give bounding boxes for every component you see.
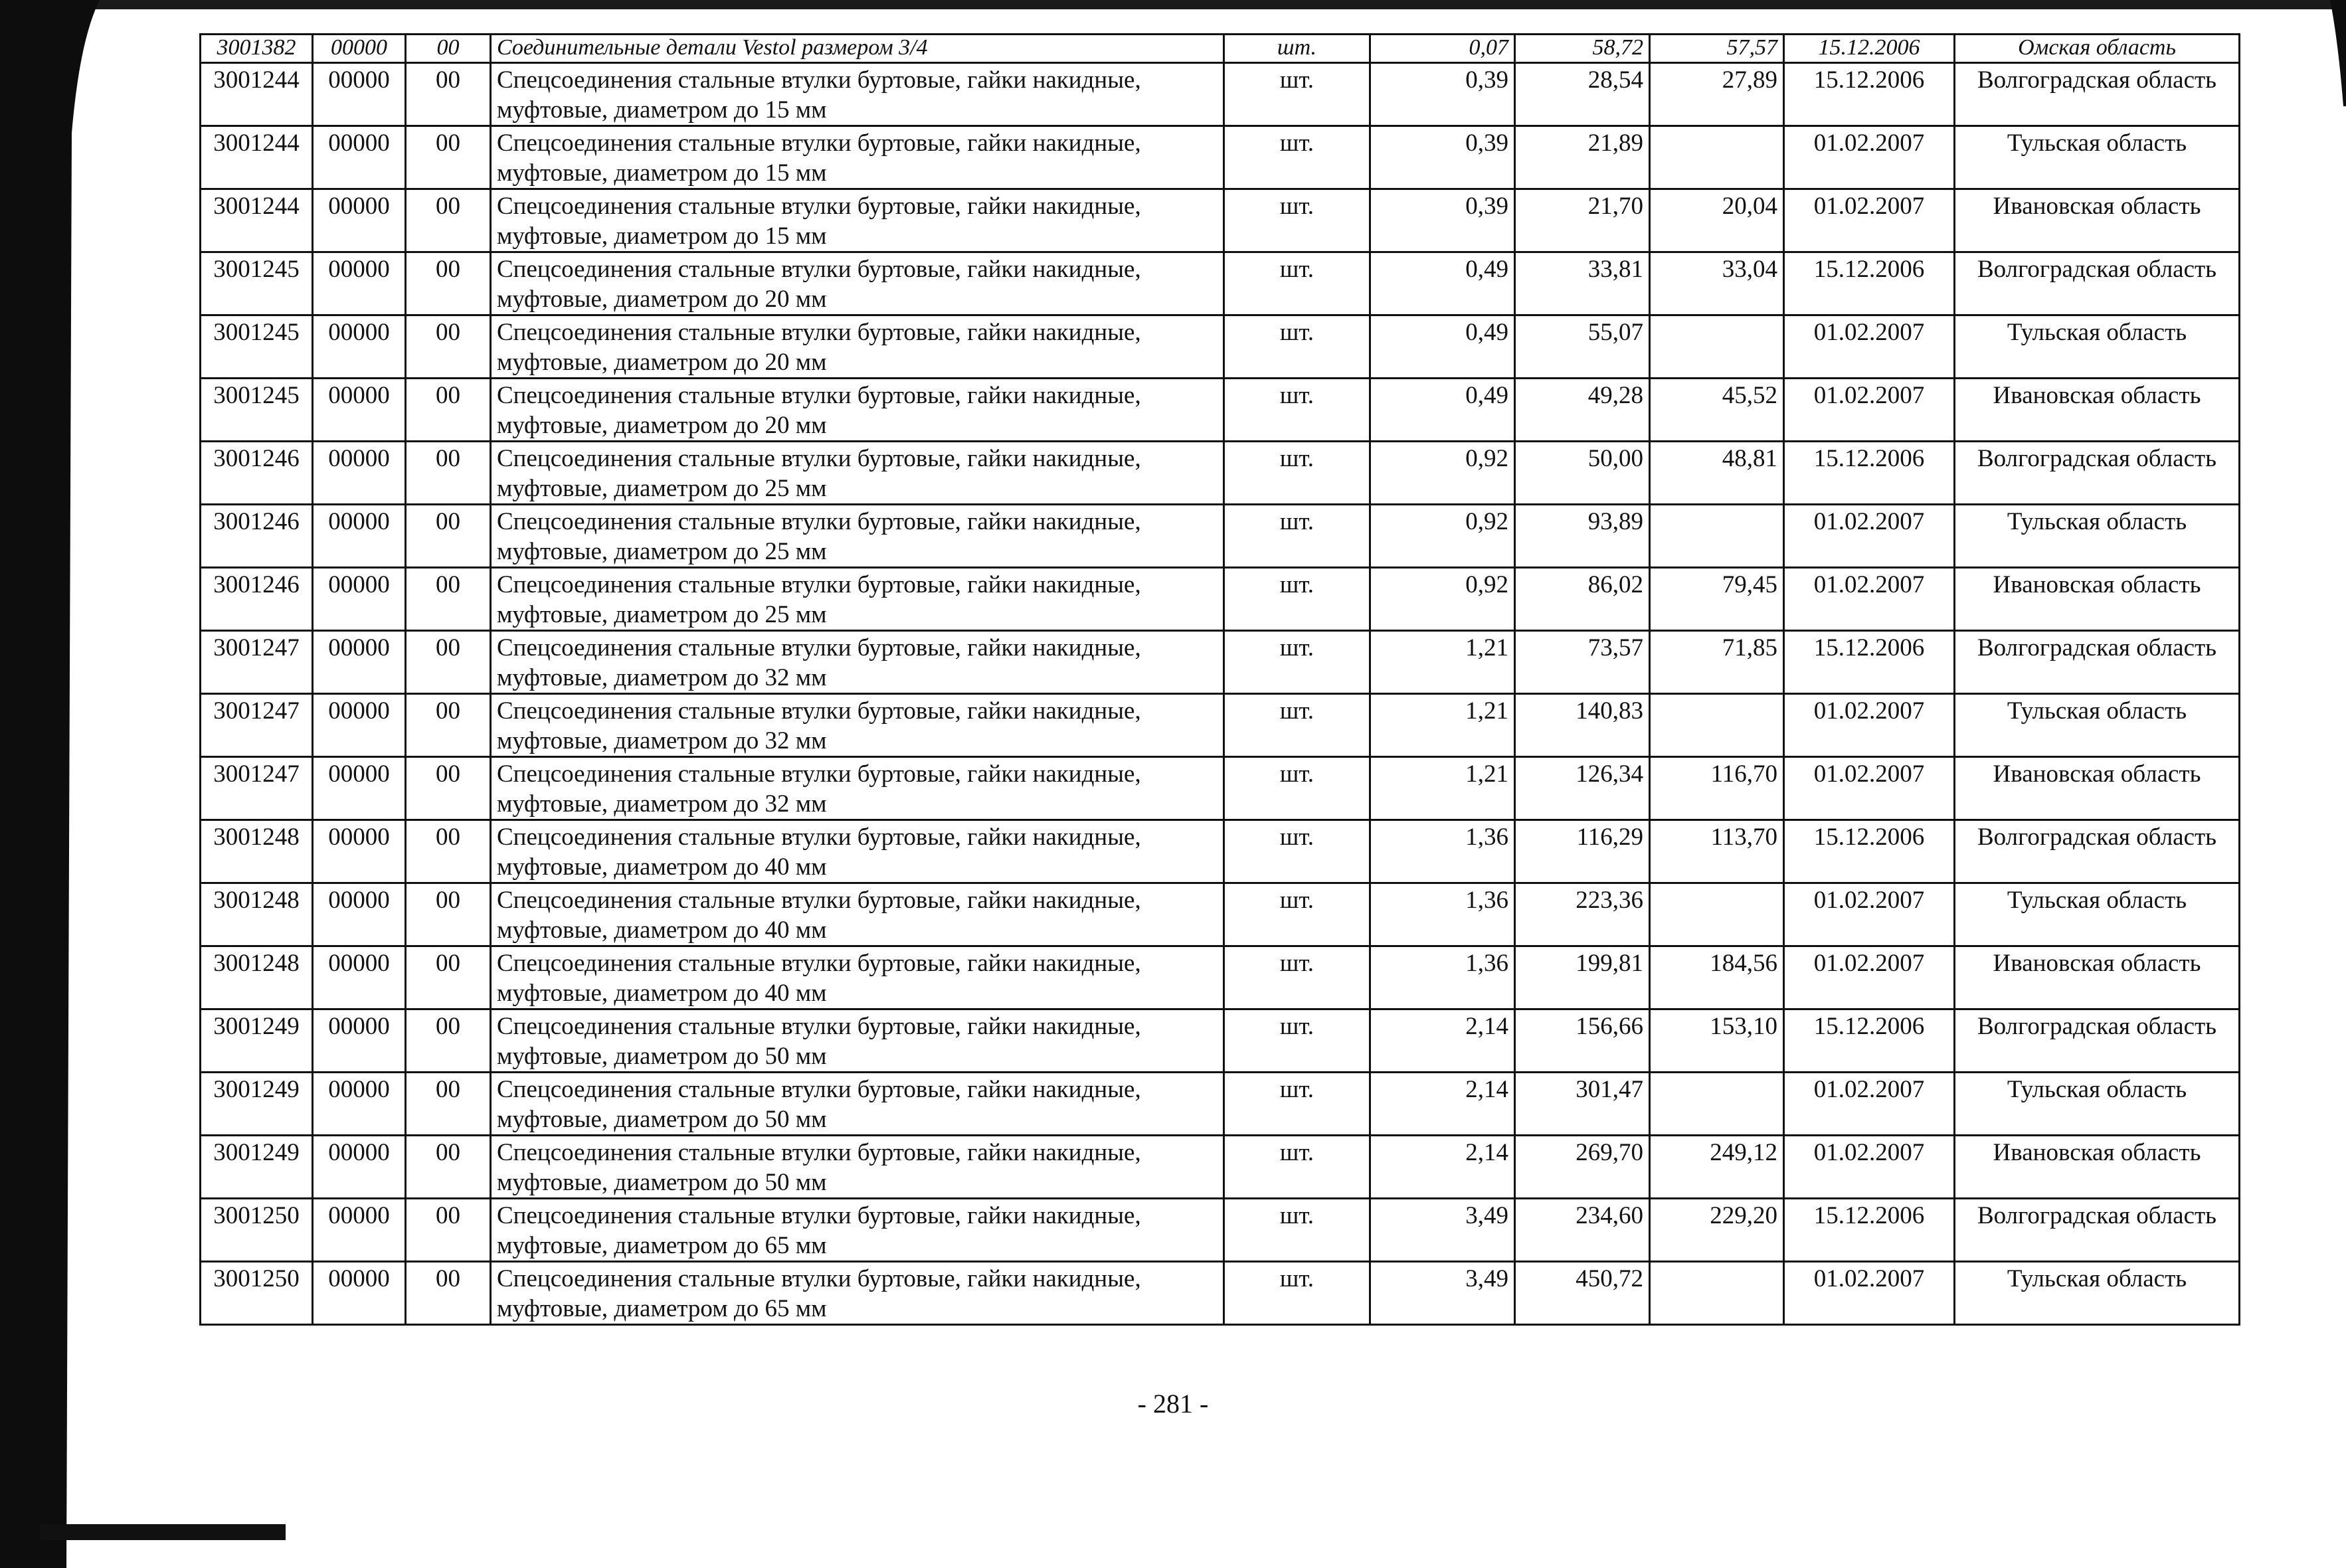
table-row — [201, 883, 2240, 946]
table-row — [201, 1199, 2240, 1262]
subcode2-cell: 00 — [406, 568, 491, 631]
description-cell: Спецсоединения стальные втулки буртовые, гайки накидные, муфтовые, диаметром до 32 мм — [491, 757, 1224, 820]
unit-cell: шт. — [1224, 757, 1370, 820]
subcode2-cell: 00 — [406, 883, 491, 946]
subcode2-cell: 00 — [406, 379, 491, 442]
weight-cell: 0,92 — [1370, 568, 1515, 631]
item-code-cell: 3001244 — [201, 189, 313, 252]
date-cell: 01.02.2007 — [1784, 1136, 1955, 1199]
region-cell: Ивановская область — [1955, 379, 2240, 442]
price-alt-cell: 153,10 — [1650, 1009, 1784, 1073]
item-code-cell: 3001249 — [201, 1073, 313, 1136]
table-row — [201, 820, 2240, 883]
subcode2-cell: 00 — [406, 442, 491, 505]
region-cell: Волгоградская область — [1955, 252, 2240, 315]
weight-cell: 2,14 — [1370, 1136, 1515, 1199]
region-cell: Тульская область — [1955, 883, 2240, 946]
price-alt-cell: 57,57 — [1650, 35, 1784, 63]
subcode2-cell: 00 — [406, 946, 491, 1009]
weight-cell: 1,21 — [1370, 631, 1515, 694]
weight-cell: 0,92 — [1370, 442, 1515, 505]
unit-cell: шт. — [1224, 694, 1370, 757]
price-cell: 199,81 — [1515, 946, 1650, 1009]
date-cell: 01.02.2007 — [1784, 883, 1955, 946]
region-cell: Тульская область — [1955, 315, 2240, 379]
price-table — [199, 33, 2240, 1326]
item-code-cell: 3001247 — [201, 631, 313, 694]
subcode2-cell: 00 — [406, 315, 491, 379]
description-cell: Соединительные детали Vestol размером 3/4 — [491, 35, 1224, 63]
price-alt-cell — [1650, 1262, 1784, 1325]
price-alt-cell — [1650, 1073, 1784, 1136]
price-cell: 21,89 — [1515, 126, 1650, 189]
item-code-cell: 3001249 — [201, 1136, 313, 1199]
price-alt-cell: 116,70 — [1650, 757, 1784, 820]
price-cell: 269,70 — [1515, 1136, 1650, 1199]
date-cell: 15.12.2006 — [1784, 35, 1955, 63]
weight-cell: 2,14 — [1370, 1009, 1515, 1073]
weight-cell: 0,39 — [1370, 189, 1515, 252]
item-code-cell: 3001250 — [201, 1199, 313, 1262]
weight-cell: 0,49 — [1370, 252, 1515, 315]
price-alt-cell: 249,12 — [1650, 1136, 1784, 1199]
subcode2-cell: 00 — [406, 820, 491, 883]
date-cell: 15.12.2006 — [1784, 631, 1955, 694]
unit-cell: шт. — [1224, 568, 1370, 631]
description-cell: Спецсоединения стальные втулки буртовые, гайки накидные, муфтовые, диаметром до 15 мм — [491, 126, 1224, 189]
table-row — [201, 505, 2240, 568]
region-cell: Волгоградская область — [1955, 820, 2240, 883]
description-cell: Спецсоединения стальные втулки буртовые, гайки накидные, муфтовые, диаметром до 65 мм — [491, 1199, 1224, 1262]
region-cell: Волгоградская область — [1955, 631, 2240, 694]
unit-cell: шт. — [1224, 883, 1370, 946]
weight-cell: 0,49 — [1370, 379, 1515, 442]
unit-cell: шт. — [1224, 315, 1370, 379]
date-cell: 15.12.2006 — [1784, 442, 1955, 505]
unit-cell: шт. — [1224, 505, 1370, 568]
subcode2-cell: 00 — [406, 505, 491, 568]
subcode-cell: 00000 — [313, 946, 406, 1009]
unit-cell: шт. — [1224, 631, 1370, 694]
date-cell: 01.02.2007 — [1784, 694, 1955, 757]
price-cell: 156,66 — [1515, 1009, 1650, 1073]
price-alt-cell: 33,04 — [1650, 252, 1784, 315]
price-cell: 116,29 — [1515, 820, 1650, 883]
item-code-cell: 3001246 — [201, 442, 313, 505]
region-cell: Тульская область — [1955, 1262, 2240, 1325]
subcode-cell: 00000 — [313, 820, 406, 883]
price-cell: 223,36 — [1515, 883, 1650, 946]
unit-cell: шт. — [1224, 1009, 1370, 1073]
unit-cell: шт. — [1224, 252, 1370, 315]
table-row — [201, 189, 2240, 252]
unit-cell: шт. — [1224, 820, 1370, 883]
table-row — [201, 757, 2240, 820]
region-cell: Тульская область — [1955, 694, 2240, 757]
weight-cell: 1,36 — [1370, 946, 1515, 1009]
date-cell: 01.02.2007 — [1784, 379, 1955, 442]
price-cell: 33,81 — [1515, 252, 1650, 315]
subcode-cell: 00000 — [313, 315, 406, 379]
price-table-wrapper — [199, 33, 2238, 1326]
subcode2-cell: 00 — [406, 1009, 491, 1073]
subcode2-cell: 00 — [406, 35, 491, 63]
price-cell: 49,28 — [1515, 379, 1650, 442]
description-cell: Спецсоединения стальные втулки буртовые, гайки накидные, муфтовые, диаметром до 32 мм — [491, 694, 1224, 757]
subcode2-cell: 00 — [406, 631, 491, 694]
date-cell: 01.02.2007 — [1784, 505, 1955, 568]
date-cell: 01.02.2007 — [1784, 1262, 1955, 1325]
unit-cell: шт. — [1224, 1136, 1370, 1199]
region-cell: Тульская область — [1955, 126, 2240, 189]
weight-cell: 0,92 — [1370, 505, 1515, 568]
region-cell: Ивановская область — [1955, 1136, 2240, 1199]
item-code-cell: 3001247 — [201, 757, 313, 820]
subcode-cell: 00000 — [313, 568, 406, 631]
price-alt-cell: 113,70 — [1650, 820, 1784, 883]
region-cell: Тульская область — [1955, 505, 2240, 568]
subcode2-cell: 00 — [406, 757, 491, 820]
date-cell: 01.02.2007 — [1784, 1073, 1955, 1136]
price-alt-cell: 27,89 — [1650, 63, 1784, 126]
date-cell: 15.12.2006 — [1784, 252, 1955, 315]
subcode-cell: 00000 — [313, 1009, 406, 1073]
table-row — [201, 379, 2240, 442]
subcode-cell: 00000 — [313, 694, 406, 757]
subcode-cell: 00000 — [313, 379, 406, 442]
table-row — [201, 1073, 2240, 1136]
subcode-cell: 00000 — [313, 35, 406, 63]
subcode-cell: 00000 — [313, 442, 406, 505]
unit-cell: шт. — [1224, 946, 1370, 1009]
subcode-cell: 00000 — [313, 505, 406, 568]
table-row — [201, 946, 2240, 1009]
price-cell: 58,72 — [1515, 35, 1650, 63]
subcode-cell: 00000 — [313, 1136, 406, 1199]
table-row — [201, 631, 2240, 694]
table-row — [201, 694, 2240, 757]
price-alt-cell: 71,85 — [1650, 631, 1784, 694]
region-cell: Волгоградская область — [1955, 1009, 2240, 1073]
unit-cell: шт. — [1224, 189, 1370, 252]
price-cell: 93,89 — [1515, 505, 1650, 568]
unit-cell: шт. — [1224, 63, 1370, 126]
subcode2-cell: 00 — [406, 1136, 491, 1199]
price-alt-cell: 184,56 — [1650, 946, 1784, 1009]
weight-cell: 0,49 — [1370, 315, 1515, 379]
subcode2-cell: 00 — [406, 1262, 491, 1325]
subcode2-cell: 00 — [406, 1199, 491, 1262]
table-row — [201, 1136, 2240, 1199]
item-code-cell: 3001246 — [201, 568, 313, 631]
description-cell: Спецсоединения стальные втулки буртовые, гайки накидные, муфтовые, диаметром до 50 мм — [491, 1009, 1224, 1073]
description-cell: Спецсоединения стальные втулки буртовые, гайки накидные, муфтовые, диаметром до 20 мм — [491, 379, 1224, 442]
item-code-cell: 3001244 — [201, 126, 313, 189]
scan-edge-left — [0, 0, 106, 1568]
region-cell: Тульская область — [1955, 1073, 2240, 1136]
price-cell: 21,70 — [1515, 189, 1650, 252]
price-cell: 73,57 — [1515, 631, 1650, 694]
date-cell: 01.02.2007 — [1784, 126, 1955, 189]
item-code-cell: 3001248 — [201, 883, 313, 946]
description-cell: Спецсоединения стальные втулки буртовые, гайки накидные, муфтовые, диаметром до 20 мм — [491, 252, 1224, 315]
item-code-cell: 3001244 — [201, 63, 313, 126]
weight-cell: 3,49 — [1370, 1262, 1515, 1325]
description-cell: Спецсоединения стальные втулки буртовые, гайки накидные, муфтовые, диаметром до 25 мм — [491, 568, 1224, 631]
table-row — [201, 63, 2240, 126]
table-row — [201, 1262, 2240, 1325]
subcode2-cell: 00 — [406, 694, 491, 757]
subcode-cell: 00000 — [313, 63, 406, 126]
price-alt-cell — [1650, 694, 1784, 757]
subcode-cell: 00000 — [313, 1262, 406, 1325]
item-code-cell: 3001247 — [201, 694, 313, 757]
unit-cell: шт. — [1224, 379, 1370, 442]
weight-cell: 0,07 — [1370, 35, 1515, 63]
description-cell: Спецсоединения стальные втулки буртовые, гайки накидные, муфтовые, диаметром до 40 мм — [491, 883, 1224, 946]
date-cell: 01.02.2007 — [1784, 946, 1955, 1009]
description-cell: Спецсоединения стальные втулки буртовые, гайки накидные, муфтовые, диаметром до 32 мм — [491, 631, 1224, 694]
price-cell: 55,07 — [1515, 315, 1650, 379]
price-cell: 50,00 — [1515, 442, 1650, 505]
description-cell: Спецсоединения стальные втулки буртовые, гайки накидные, муфтовые, диаметром до 15 мм — [491, 63, 1224, 126]
description-cell: Спецсоединения стальные втулки буртовые, гайки накидные, муфтовые, диаметром до 50 мм — [491, 1073, 1224, 1136]
weight-cell: 1,21 — [1370, 694, 1515, 757]
weight-cell: 2,14 — [1370, 1073, 1515, 1136]
subcode-cell: 00000 — [313, 252, 406, 315]
item-code-cell: 3001250 — [201, 1262, 313, 1325]
table-row — [201, 1009, 2240, 1073]
unit-cell: шт. — [1224, 1199, 1370, 1262]
table-body — [201, 35, 2240, 1325]
unit-cell: шт. — [1224, 1262, 1370, 1325]
price-alt-cell — [1650, 315, 1784, 379]
description-cell: Спецсоединения стальные втулки буртовые, гайки накидные, муфтовые, диаметром до 20 мм — [491, 315, 1224, 379]
description-cell: Спецсоединения стальные втулки буртовые, гайки накидные, муфтовые, диаметром до 40 мм — [491, 820, 1224, 883]
subcode2-cell: 00 — [406, 189, 491, 252]
unit-cell: шт. — [1224, 126, 1370, 189]
date-cell: 15.12.2006 — [1784, 63, 1955, 126]
weight-cell: 1,36 — [1370, 883, 1515, 946]
description-cell: Спецсоединения стальные втулки буртовые, гайки накидные, муфтовые, диаметром до 50 мм — [491, 1136, 1224, 1199]
unit-cell: шт. — [1224, 1073, 1370, 1136]
item-code-cell: 3001248 — [201, 946, 313, 1009]
scan-bar-bottom — [40, 1524, 286, 1540]
region-cell: Ивановская область — [1955, 568, 2240, 631]
date-cell: 01.02.2007 — [1784, 757, 1955, 820]
region-cell: Ивановская область — [1955, 189, 2240, 252]
region-cell: Ивановская область — [1955, 757, 2240, 820]
subcode-cell: 00000 — [313, 883, 406, 946]
date-cell: 15.12.2006 — [1784, 1199, 1955, 1262]
price-alt-cell: 48,81 — [1650, 442, 1784, 505]
table-row — [201, 568, 2240, 631]
scan-edge-right — [2323, 0, 2346, 1568]
weight-cell: 3,49 — [1370, 1199, 1515, 1262]
description-cell: Спецсоединения стальные втулки буртовые, гайки накидные, муфтовые, диаметром до 40 мм — [491, 946, 1224, 1009]
price-alt-cell: 229,20 — [1650, 1199, 1784, 1262]
item-code-cell: 3001245 — [201, 252, 313, 315]
unit-cell: шт. — [1224, 442, 1370, 505]
subcode2-cell: 00 — [406, 252, 491, 315]
weight-cell: 1,36 — [1370, 820, 1515, 883]
item-code-cell: 3001246 — [201, 505, 313, 568]
price-alt-cell — [1650, 126, 1784, 189]
price-alt-cell — [1650, 883, 1784, 946]
subcode-cell: 00000 — [313, 1073, 406, 1136]
description-cell: Спецсоединения стальные втулки буртовые, гайки накидные, муфтовые, диаметром до 25 мм — [491, 442, 1224, 505]
price-alt-cell: 45,52 — [1650, 379, 1784, 442]
weight-cell: 0,39 — [1370, 63, 1515, 126]
item-code-cell: 3001248 — [201, 820, 313, 883]
unit-cell: шт. — [1224, 35, 1370, 63]
page-number: - 281 - — [1137, 1389, 1209, 1419]
item-code-cell: 3001382 — [201, 35, 313, 63]
description-cell: Спецсоединения стальные втулки буртовые, гайки накидные, муфтовые, диаметром до 15 мм — [491, 189, 1224, 252]
region-cell: Волгоградская область — [1955, 63, 2240, 126]
scan-edge-top — [0, 0, 2346, 9]
subcode2-cell: 00 — [406, 1073, 491, 1136]
item-code-cell: 3001249 — [201, 1009, 313, 1073]
subcode-cell: 00000 — [313, 126, 406, 189]
date-cell: 01.02.2007 — [1784, 315, 1955, 379]
table-row — [201, 126, 2240, 189]
weight-cell: 1,21 — [1370, 757, 1515, 820]
price-cell: 234,60 — [1515, 1199, 1650, 1262]
item-code-cell: 3001245 — [201, 379, 313, 442]
price-cell: 86,02 — [1515, 568, 1650, 631]
price-cell: 450,72 — [1515, 1262, 1650, 1325]
item-code-cell: 3001245 — [201, 315, 313, 379]
subcode2-cell: 00 — [406, 63, 491, 126]
description-cell: Спецсоединения стальные втулки буртовые, гайки накидные, муфтовые, диаметром до 65 мм — [491, 1262, 1224, 1325]
price-cell: 301,47 — [1515, 1073, 1650, 1136]
table-row — [201, 35, 2240, 63]
price-alt-cell: 20,04 — [1650, 189, 1784, 252]
date-cell: 15.12.2006 — [1784, 820, 1955, 883]
price-alt-cell — [1650, 505, 1784, 568]
date-cell: 01.02.2007 — [1784, 189, 1955, 252]
region-cell: Волгоградская область — [1955, 442, 2240, 505]
price-alt-cell: 79,45 — [1650, 568, 1784, 631]
subcode-cell: 00000 — [313, 1199, 406, 1262]
subcode-cell: 00000 — [313, 189, 406, 252]
price-cell: 28,54 — [1515, 63, 1650, 126]
region-cell: Омская область — [1955, 35, 2240, 63]
subcode2-cell: 00 — [406, 126, 491, 189]
table-row — [201, 315, 2240, 379]
table-row — [201, 252, 2240, 315]
description-cell: Спецсоединения стальные втулки буртовые, гайки накидные, муфтовые, диаметром до 25 мм — [491, 505, 1224, 568]
region-cell: Волгоградская область — [1955, 1199, 2240, 1262]
date-cell: 15.12.2006 — [1784, 1009, 1955, 1073]
subcode-cell: 00000 — [313, 631, 406, 694]
price-cell: 126,34 — [1515, 757, 1650, 820]
weight-cell: 0,39 — [1370, 126, 1515, 189]
price-cell: 140,83 — [1515, 694, 1650, 757]
table-row — [201, 442, 2240, 505]
date-cell: 01.02.2007 — [1784, 568, 1955, 631]
region-cell: Ивановская область — [1955, 946, 2240, 1009]
subcode-cell: 00000 — [313, 757, 406, 820]
